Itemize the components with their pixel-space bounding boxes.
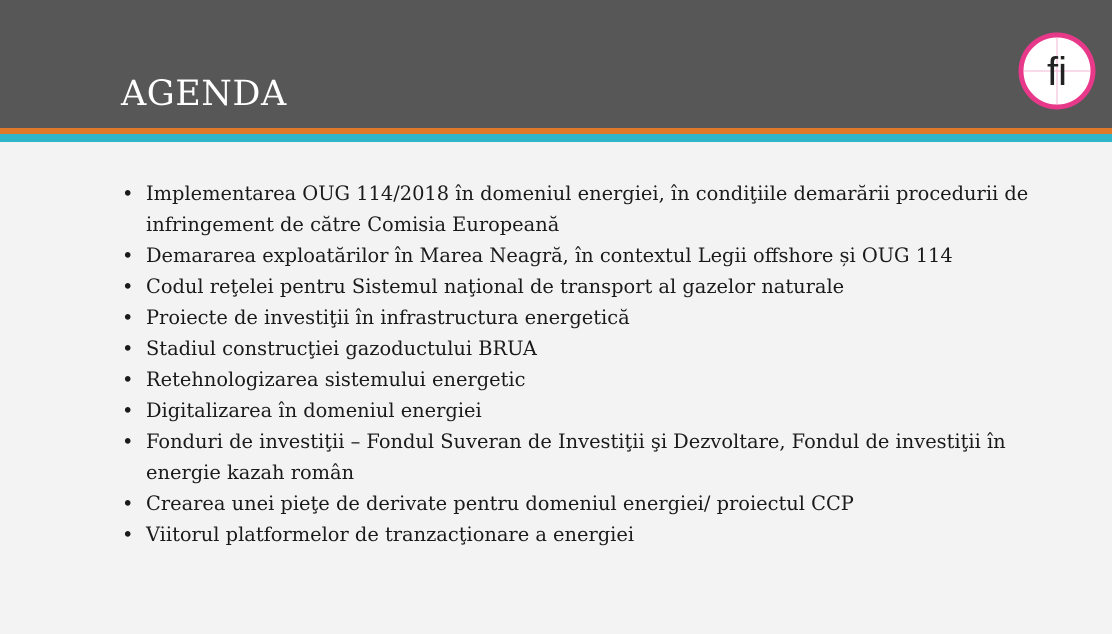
agenda-item	[122, 333, 1072, 364]
logo-text: fi	[1047, 50, 1067, 94]
bullet-icon: •	[122, 275, 134, 298]
agenda-item	[122, 271, 1072, 302]
bullet-icon: •	[122, 492, 134, 515]
bullet-icon: •	[122, 430, 134, 453]
agenda-item-text: Proiecte de investiţii în infrastructura energetică	[146, 306, 630, 329]
agenda-item	[122, 364, 1072, 395]
agenda-item-text: Digitalizarea în domeniul energiei	[146, 399, 482, 422]
header-teal-stripe	[0, 134, 1112, 142]
agenda-item-text: Crearea unei pieţe de derivate pentru domeniul energiei/ proiectul CCP	[146, 492, 854, 515]
bullet-icon: •	[122, 337, 134, 360]
agenda-item	[122, 488, 1072, 519]
agenda-item	[122, 395, 1072, 426]
agenda-item-text: Implementarea OUG 114/2018 în domeniul energiei, în condiţiile demarării procedurii de infringement de către Comisia Europeană	[146, 182, 1029, 236]
agenda-item-text: Viitorul platformelor de tranzacţionare a energiei	[146, 523, 635, 546]
agenda-item	[122, 519, 1072, 550]
bullet-icon: •	[122, 368, 134, 391]
agenda-item-text: Fonduri de investiţii – Fondul Suveran de Investiţii şi Dezvoltare, Fondul de investiţii în energie kazah român	[146, 430, 1006, 484]
bullet-icon: •	[122, 182, 134, 205]
bullet-icon: •	[122, 523, 134, 546]
agenda-item-text: Demararea exploatărilor în Marea Neagră, în contextul Legii offshore și OUG 114	[146, 244, 953, 267]
agenda-item	[122, 302, 1072, 333]
agenda-item	[122, 240, 1072, 271]
agenda-list	[122, 178, 1072, 550]
bullet-icon: •	[122, 244, 134, 267]
agenda-item-text: Stadiul construcţiei gazoductului BRUA	[146, 337, 537, 360]
agenda-item-text: Codul reţelei pentru Sistemul naţional de transport al gazelor naturale	[146, 275, 845, 298]
agenda-item-text: Retehnologizarea sistemului energetic	[146, 368, 526, 391]
bullet-icon: •	[122, 399, 134, 422]
slide-title: AGENDA	[121, 74, 287, 114]
agenda-item	[122, 426, 1072, 488]
bullet-icon: •	[122, 306, 134, 329]
agenda-item	[122, 178, 1072, 240]
fi-logo-icon	[1018, 32, 1096, 110]
